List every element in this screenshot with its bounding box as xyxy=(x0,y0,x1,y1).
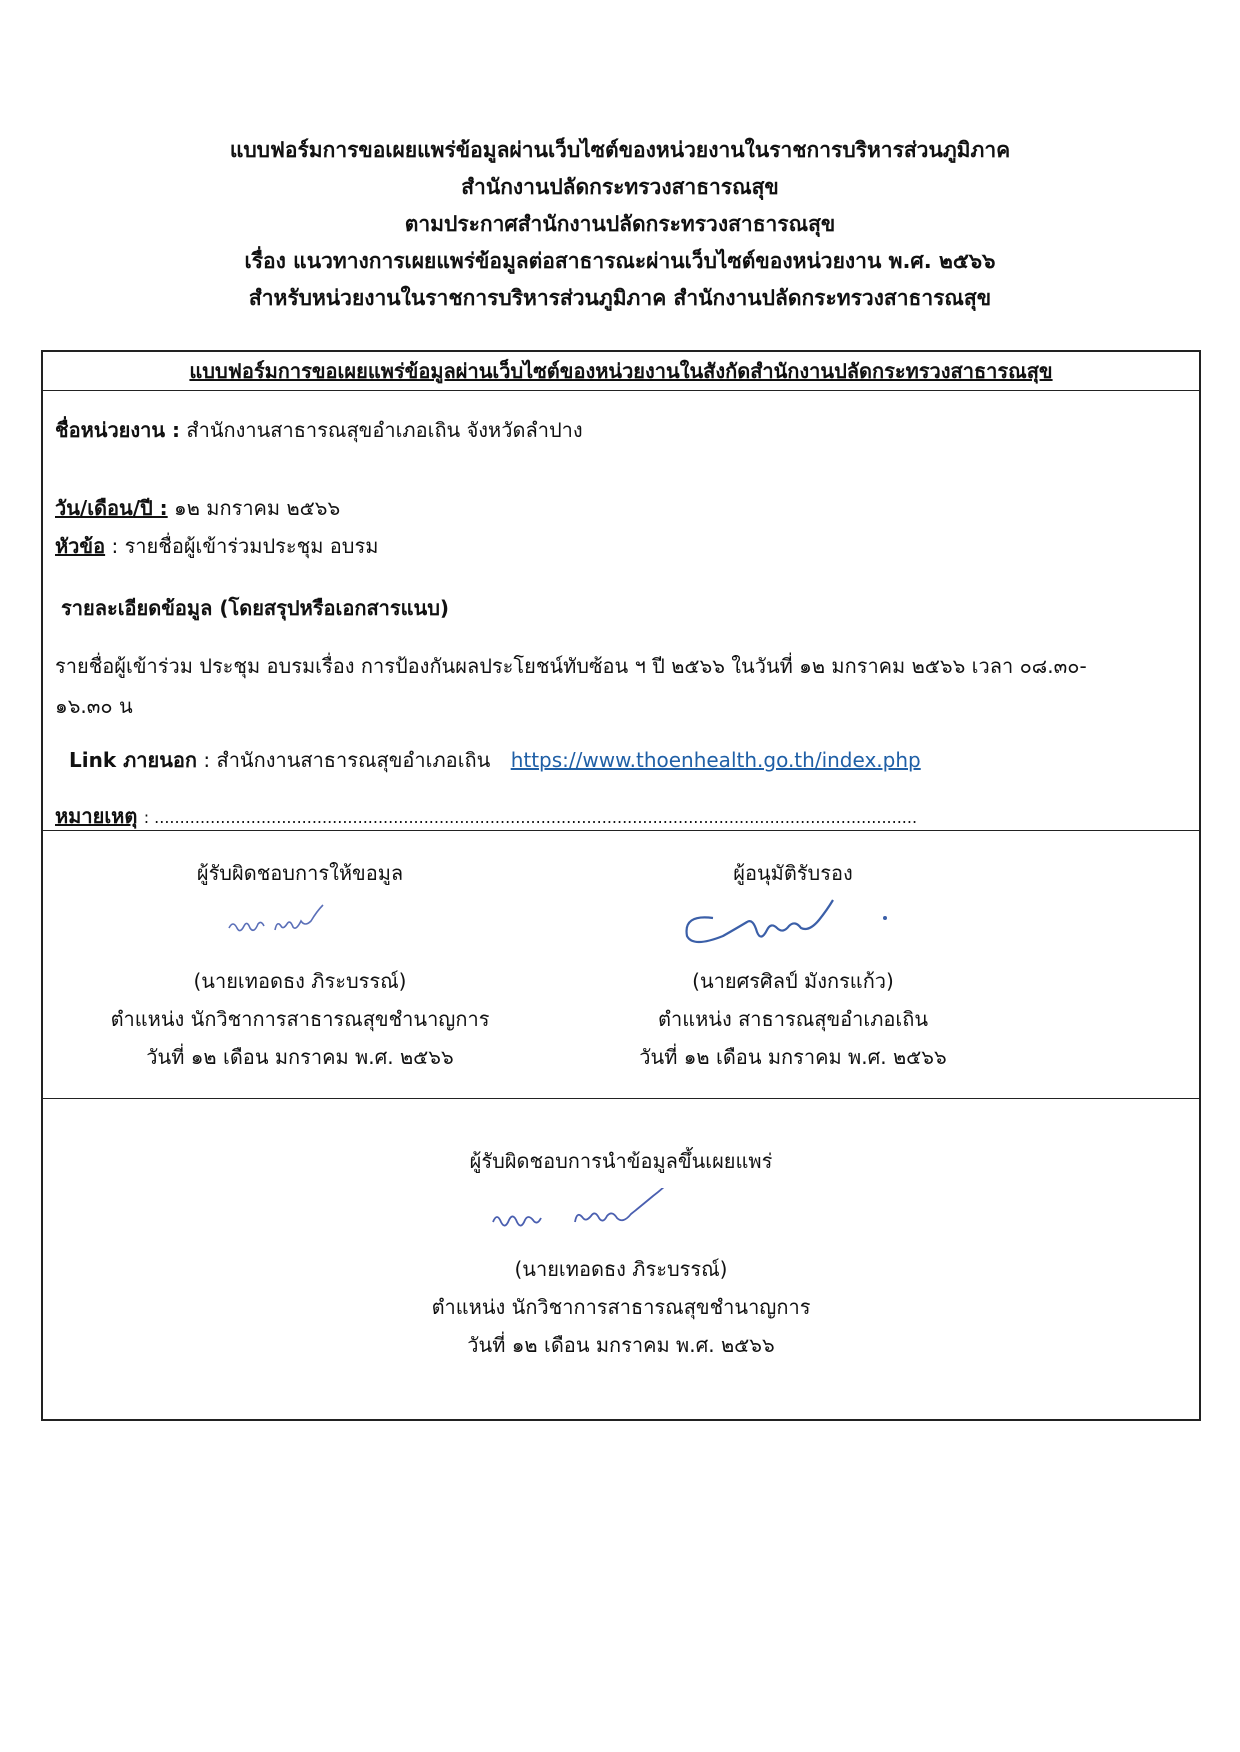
form-title: แบบฟอร์มการขอเผยแพร่ข้อมูลผ่านเว็บไซต์ของหน่วยงานในสังกัดสำนักงานปลัดกระทรวงสาธารณสุข xyxy=(43,352,1199,391)
left-role: ผู้รับผิดชอบการให้ขอมูล xyxy=(196,861,404,885)
detail-line-1: รายชื่อผู้เข้าร่วม ประชุม อบรมเรื่อง การป้องกันผลประโยชน์ทับซ้อน ฯ ปี ๒๕๖๖ ในวันที่ ๑๒ มกราคม ๒๕๖๖ เวลา ๐๘.๓๐- xyxy=(55,654,1087,678)
header-line-2: สำนักงานปลัดกระทรวงสาธารณสุข xyxy=(461,175,779,199)
header-line-3: ตามประกาศสำนักงานปลัดกระทรวงสาธารณสุข xyxy=(404,212,836,236)
header-line-4: เรื่อง แนวทางการเผยแพร่ข้อมูลต่อสาธารณะผ่านเว็บไซต์ของหน่วยงาน พ.ศ. ๒๕๖๖ xyxy=(244,249,996,273)
date-value: ๑๒ มกราคม ๒๕๖๖ xyxy=(174,496,341,520)
right-name: (นายศรศิลป์ มังกรแก้ว) xyxy=(692,969,894,993)
left-date: วันที่ ๑๒ เดือน มกราคม พ.ศ. ๒๕๖๖ xyxy=(146,1045,454,1069)
date-label: วัน/เดือน/ปี : xyxy=(55,496,168,520)
link-label: Link ภายนอก xyxy=(69,748,198,772)
external-link[interactable]: https://www.thoenhealth.go.th/index.php xyxy=(510,748,921,772)
topic-row xyxy=(55,530,378,562)
note-label: หมายเหตุ xyxy=(55,804,138,828)
right-role: ผู้อนุมัติรับรอง xyxy=(733,861,853,885)
document-header xyxy=(0,132,1240,317)
signature-block-publisher xyxy=(43,1142,1199,1364)
left-name: (นายเทอดธง ภิระบรรณ์) xyxy=(193,969,407,993)
agency-label: ชื่อหน่วยงาน : xyxy=(55,418,181,442)
right-signature-image xyxy=(563,892,1023,962)
note-value: : ...................................................................................................................................................... xyxy=(143,808,918,827)
link-row xyxy=(69,744,921,776)
topic-label: หัวข้อ xyxy=(55,534,106,558)
signature-block-left xyxy=(43,854,557,1076)
divider-publisher xyxy=(43,1098,1199,1099)
publisher-name: (นายเทอดธง ภิระบรรณ์) xyxy=(514,1257,728,1281)
date-row xyxy=(55,492,340,524)
signature-block-right xyxy=(563,854,1023,1076)
divider-signatures xyxy=(43,830,1199,831)
note-row xyxy=(55,800,917,832)
detail-heading: รายละเอียดข้อมูล (โดยสรุปหรือเอกสารแนบ) xyxy=(61,596,450,620)
left-position: ตำแหน่ง นักวิชาการสาธารณสุขชำนาญการ xyxy=(110,1007,490,1031)
left-signature-image xyxy=(43,892,557,962)
right-date: วันที่ ๑๒ เดือน มกราคม พ.ศ. ๒๕๖๖ xyxy=(639,1045,947,1069)
header-line-5: สำหรับหน่วยงานในราชการบริหารส่วนภูมิภาค สำนักงานปลัดกระทรวงสาธารณสุข xyxy=(248,286,992,310)
agency-value: สำนักงานสาธารณสุขอำเภอเถิน จังหวัดลำปาง xyxy=(186,418,583,442)
agency-row xyxy=(55,414,583,446)
form-box xyxy=(41,350,1201,1421)
header-line-1: แบบฟอร์มการขอเผยแพร่ข้อมูลผ่านเว็บไซต์ของหน่วยงานในราชการบริหารส่วนภูมิภาค xyxy=(229,138,1011,162)
detail-line-2: ๑๖.๓๐ น xyxy=(55,694,133,718)
publisher-signature-image xyxy=(43,1180,1199,1250)
publisher-date: วันที่ ๑๒ เดือน มกราคม พ.ศ. ๒๕๖๖ xyxy=(467,1333,775,1357)
right-position: ตำแหน่ง สาธารณสุขอำเภอเถิน xyxy=(657,1007,929,1031)
publisher-position: ตำแหน่ง นักวิชาการสาธารณสุขชำนาญการ xyxy=(431,1295,811,1319)
topic-value: : รายชื่อผู้เข้าร่วมประชุม อบรม xyxy=(111,534,379,558)
publisher-role: ผู้รับผิดชอบการนำข้อมูลขึ้นเผยแพร่ xyxy=(469,1149,773,1173)
detail-heading-row xyxy=(61,592,449,624)
link-separator: : สำนักงานสาธารณสุขอำเภอเถิน xyxy=(203,748,491,772)
